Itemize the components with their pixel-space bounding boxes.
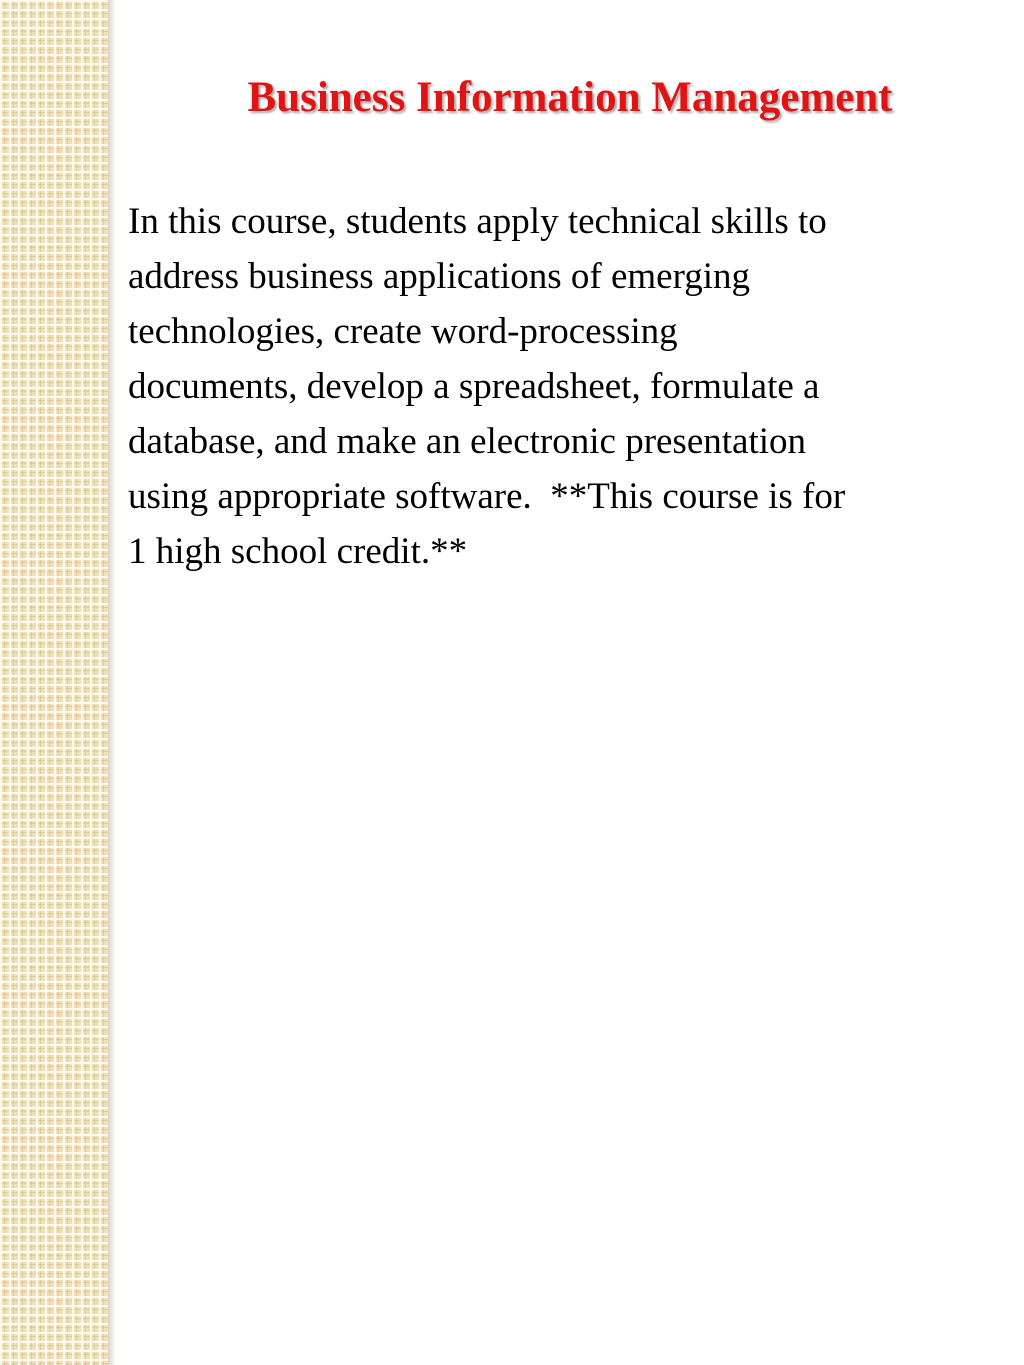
- slide-title: Business Information Management: [247, 74, 893, 121]
- description-line: address business applications of emerging: [128, 256, 751, 297]
- decorative-side-strip: [0, 0, 108, 1365]
- description-line: documents, develop a spreadsheet, formulate a: [128, 366, 820, 407]
- description-line: In this course, students apply technical skills to: [128, 201, 827, 242]
- description-line: 1 high school credit.**: [128, 531, 468, 572]
- course-description: [128, 194, 1016, 579]
- description-line: using appropriate software. **This course is for: [128, 476, 846, 517]
- description-line: database, and make an electronic presentation: [128, 421, 807, 462]
- side-strip-shadow: [108, 0, 116, 1365]
- description-line: technologies, create word-processing: [128, 311, 678, 352]
